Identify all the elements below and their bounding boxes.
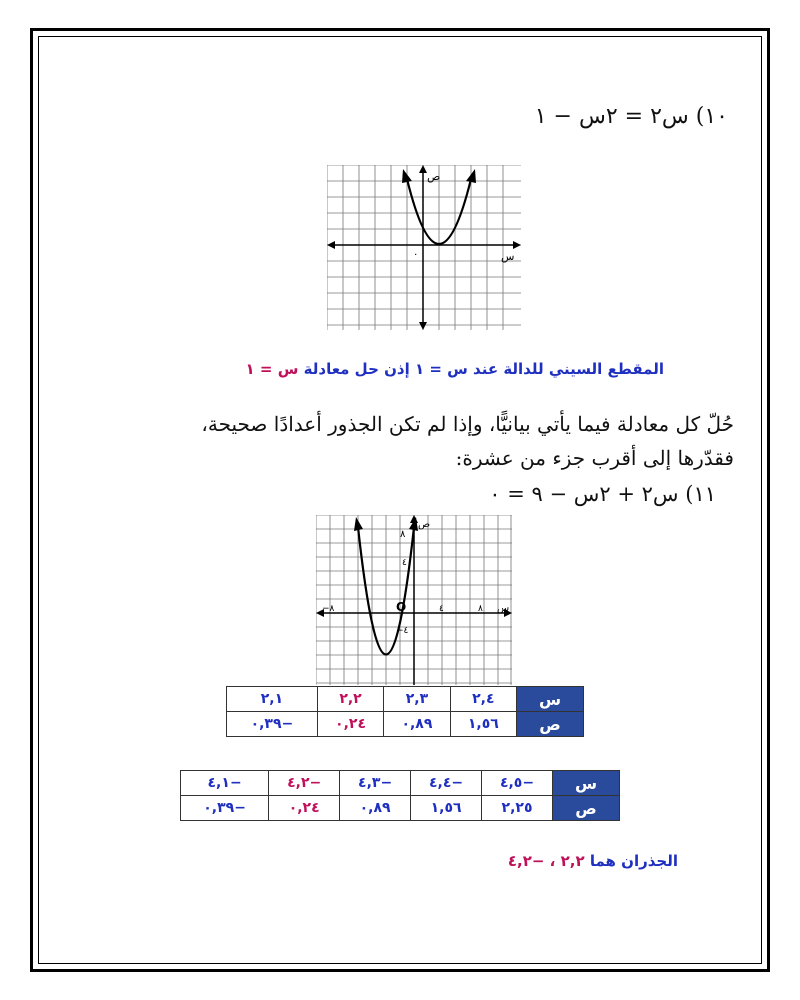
table-header-x: س (517, 687, 584, 712)
table-cell: ٠,٨٩ (384, 712, 450, 737)
table-row-y (227, 712, 584, 737)
table-cell: ٠,٢٤ (317, 712, 383, 737)
axis-label-y: ص (427, 170, 441, 183)
tick-label-x-neg8: −٨ (322, 604, 335, 614)
axis-label-y: ص (418, 519, 431, 530)
table-row-x (227, 687, 584, 712)
origin-label: O (396, 600, 407, 614)
table-cell: −٠,٣٩ (227, 712, 318, 737)
table-cell: ٠,٨٩ (340, 796, 411, 821)
axis-label-x: س (497, 603, 510, 614)
table-cell: ١,٥٦ (450, 712, 516, 737)
x-axis-arrow-left (327, 241, 335, 249)
table-cell: ٠,٢٤ (269, 796, 340, 821)
note-answer: س = ١ (245, 360, 299, 378)
table-cell: −٤,٤ (411, 771, 482, 796)
instruction-line-1: حُلّ كل معادلة فيما يأتي بيانيًّا، وإذا لم تكن الجذور أعدادًا صحيحة، (201, 412, 734, 436)
table-cell: ٢,٢٥ (482, 796, 553, 821)
table-cell: ٢,٢ (317, 687, 383, 712)
y-axis-arrow-bottom (419, 322, 427, 330)
table-row-x (181, 771, 620, 796)
y-axis-arrow-top (419, 165, 427, 173)
table-cell: ١,٥٦ (411, 796, 482, 821)
instruction-line-2: فقدّرها إلى أقرب جزء من عشرة: (455, 446, 734, 470)
axis-label-x: س (501, 250, 515, 263)
tick-label-y-8: ٨ (400, 529, 406, 540)
problem-10 (535, 104, 728, 129)
problem-10-equation: س٢ = ٢س − ١ (534, 104, 689, 129)
table-cell: ٢,١ (227, 687, 318, 712)
table-cell: ٢,٣ (384, 687, 450, 712)
table-cell: −٤,١ (181, 771, 269, 796)
roots-answer (508, 852, 678, 870)
table-cell: ٢,٤ (450, 687, 516, 712)
table-cell: −٠,٣٩ (181, 796, 269, 821)
table-cell: −٤,٣ (340, 771, 411, 796)
problem-11-number: ١١) (685, 482, 716, 506)
tick-label-x-4: ٤ (439, 604, 444, 614)
table-header-y: ص (517, 712, 584, 737)
table-header-x: س (553, 771, 620, 796)
x-axis-arrow-right (513, 241, 521, 249)
tick-label-y-neg4: −٤ (396, 626, 409, 636)
curve-arrow-left (354, 517, 363, 531)
grid-lines (327, 165, 521, 330)
problem-11-equation: س٢ + ٢س − ٩ = ٠ (489, 482, 679, 506)
problem-10-number: ١٠) (695, 104, 728, 129)
table-header-y: ص (553, 796, 620, 821)
note-problem-10 (246, 360, 664, 378)
note-text: المقطع السيني للدالة عند س = ١ إذن حل معادلة (303, 360, 664, 378)
values-table-negative-root (180, 770, 620, 821)
tick-label-x-8: ٨ (478, 604, 483, 614)
values-table-positive-root (226, 686, 584, 737)
graph-problem-11 (316, 515, 512, 685)
origin-label: ٠ (413, 249, 419, 260)
graph-problem-10 (327, 165, 521, 330)
tick-label-y-4: ٤ (402, 558, 407, 568)
table-cell: −٤,٥ (482, 771, 553, 796)
roots-label: الجذران هما (589, 852, 678, 870)
problem-11 (489, 482, 716, 506)
table-cell: −٤,٢ (269, 771, 340, 796)
table-row-y (181, 796, 620, 821)
roots-values: ٢,٢ ، −٤,٢ (507, 852, 585, 870)
